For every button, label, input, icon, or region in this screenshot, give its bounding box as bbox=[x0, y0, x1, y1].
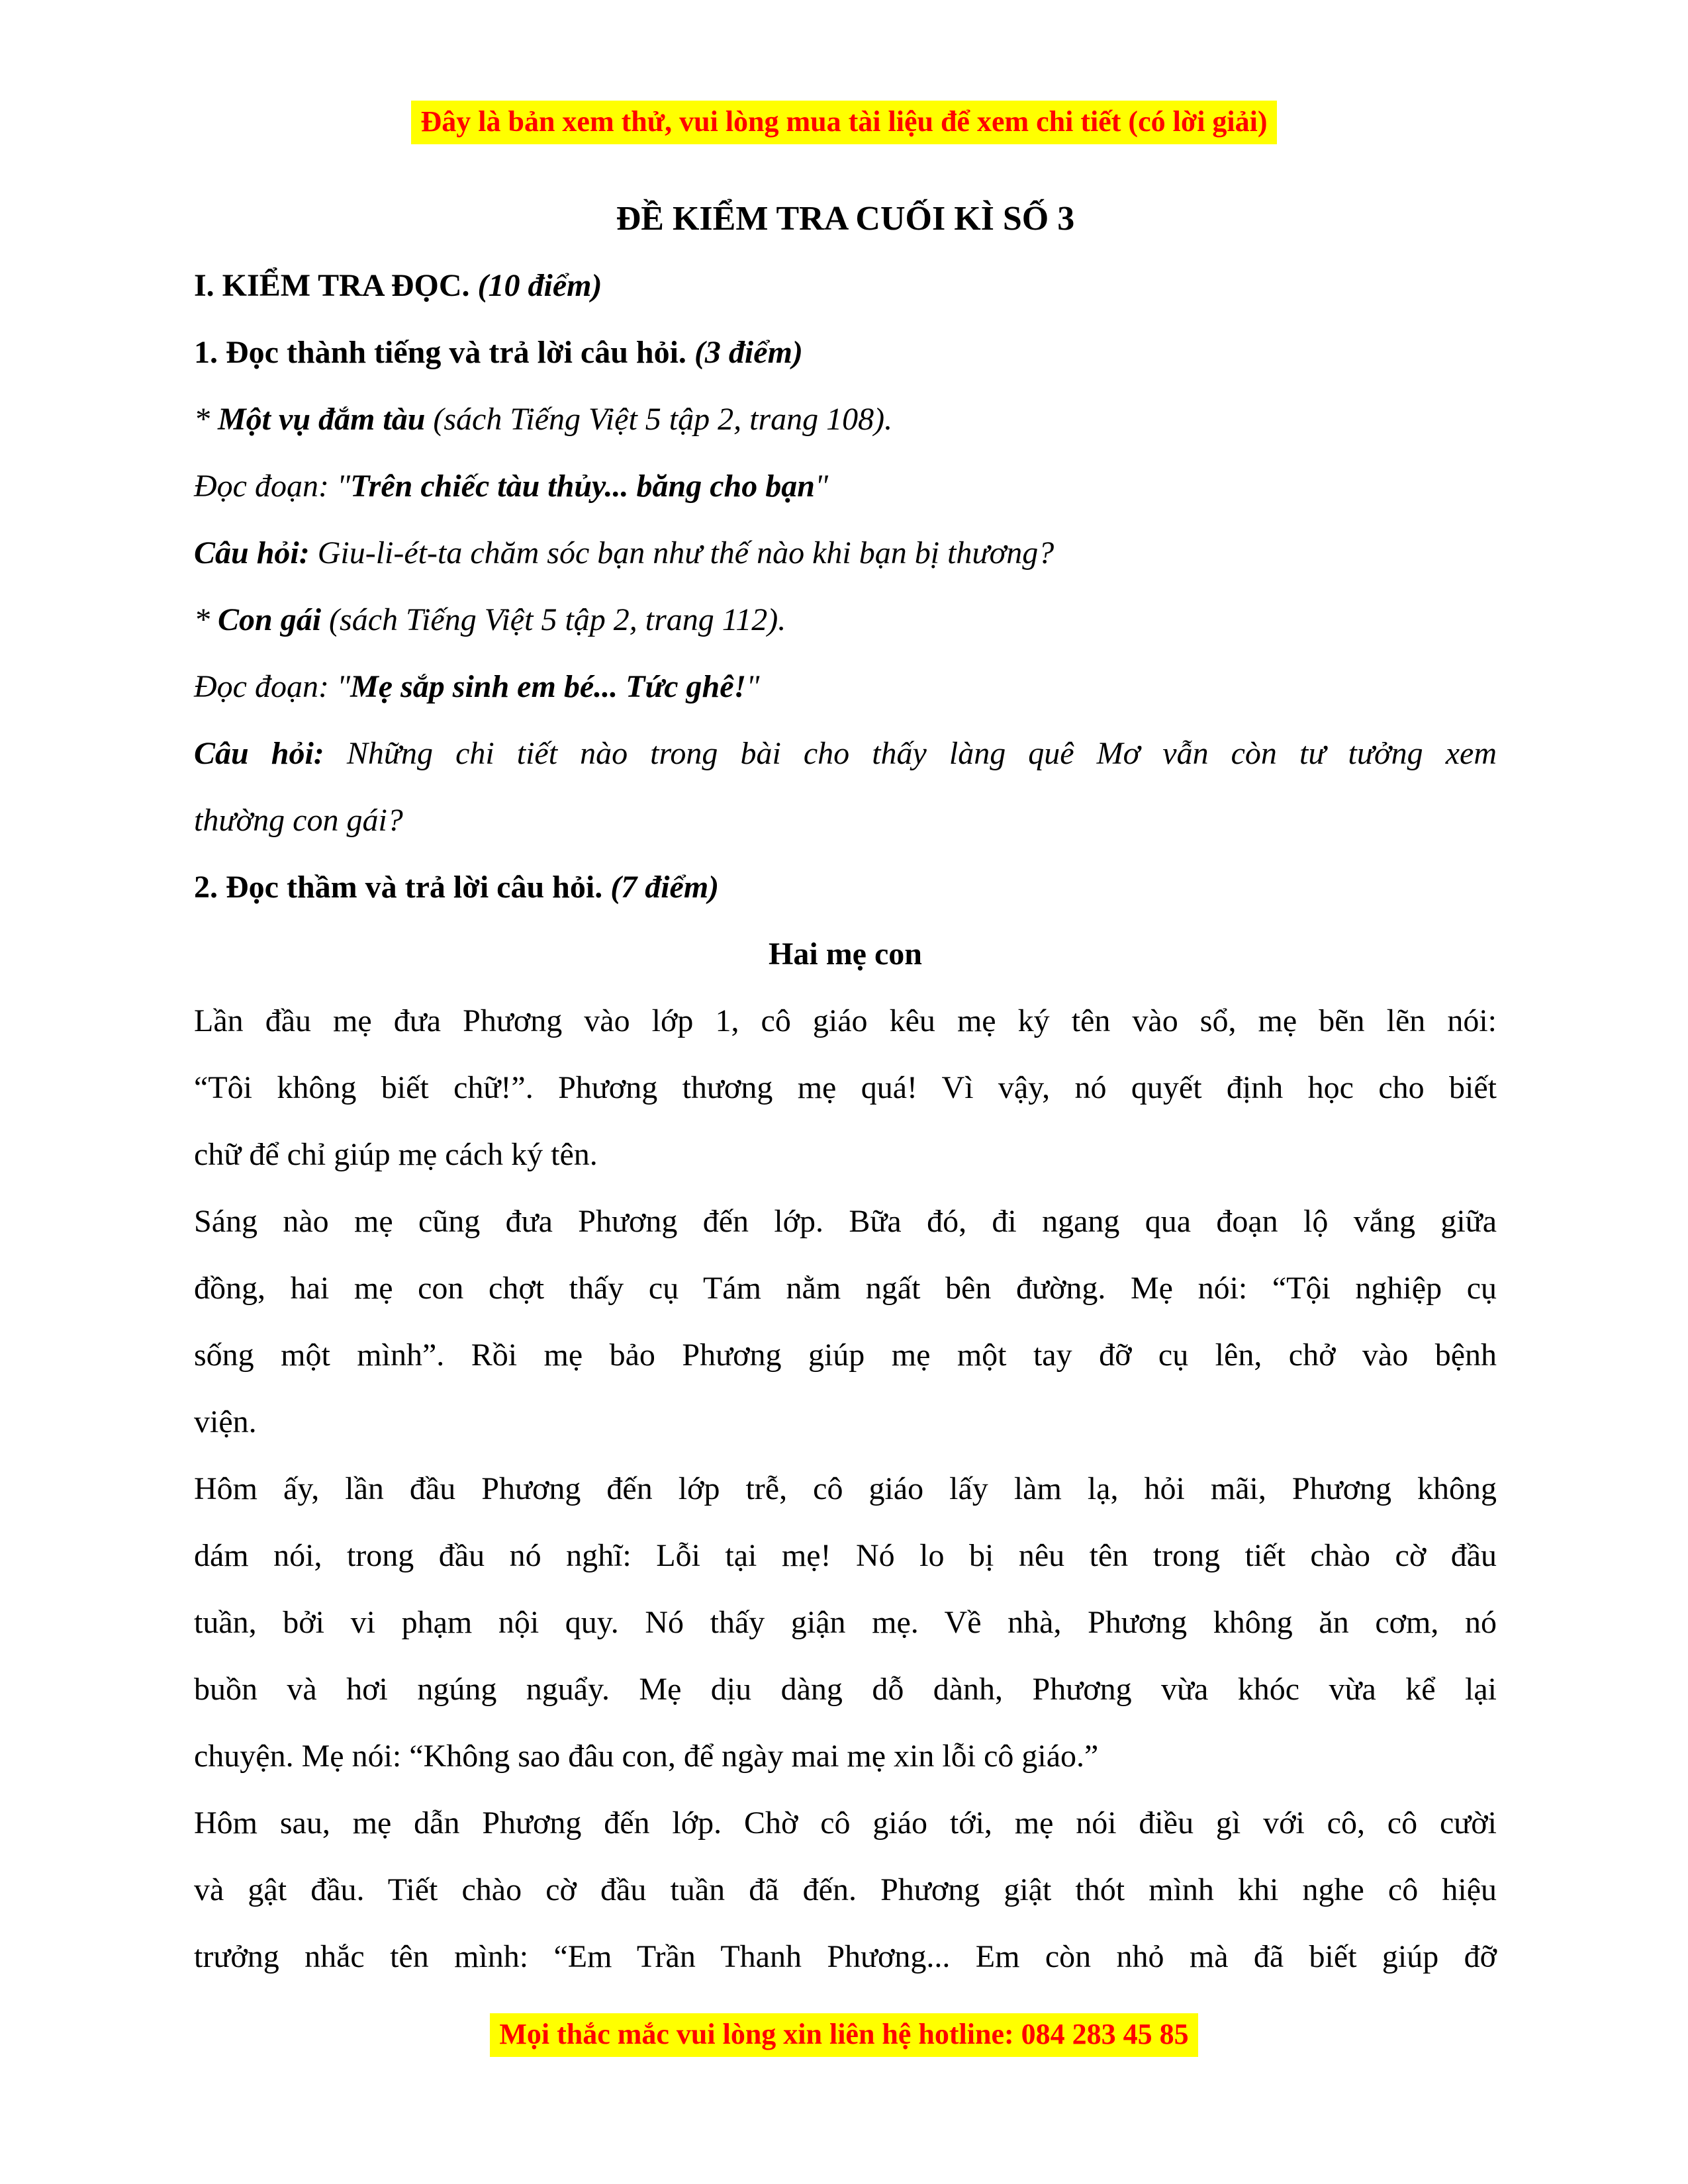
text-segment: * bbox=[194, 402, 218, 437]
task-2-heading bbox=[194, 854, 1497, 921]
body-line bbox=[194, 1723, 1497, 1790]
body-line bbox=[194, 1589, 1497, 1656]
text-segment: đồng, hai mẹ con chợt thấy cụ Tám nằm ngất bên đường. Mẹ nói: “Tội nghiệp cụ bbox=[194, 1271, 1497, 1306]
text-segment: * bbox=[194, 602, 218, 637]
text-segment: buồn và hơi ngúng nguẩy. Mẹ dịu dàng dỗ dành, Phương vừa khóc vừa kể lại bbox=[194, 1672, 1497, 1707]
body-line bbox=[194, 1656, 1497, 1723]
text-segment: 1. Đọc thành tiếng và trả lời câu hỏi. bbox=[194, 335, 694, 370]
text-segment: 2. Đọc thầm và trả lời câu hỏi. bbox=[194, 870, 611, 905]
text-segment: Hôm ấy, lần đầu Phương đến lớp trễ, cô giáo lấy làm lạ, hỏi mãi, Phương không bbox=[194, 1471, 1497, 1506]
text-segment: (sách Tiếng Việt 5 tập 2, trang 112). bbox=[329, 602, 786, 637]
text-segment: Con gái bbox=[218, 602, 330, 637]
text-segment: Sáng nào mẹ cũng đưa Phương đến lớp. Bữa đó, đi ngang qua đoạn lộ vắng giữa bbox=[194, 1204, 1497, 1239]
reading-1-title bbox=[194, 386, 1497, 453]
reading-2-question-cont bbox=[194, 787, 1497, 854]
reading-2-title bbox=[194, 586, 1497, 653]
body-line bbox=[194, 1054, 1497, 1121]
body-line bbox=[194, 1322, 1497, 1388]
text-segment: viện. bbox=[194, 1404, 257, 1439]
body-line bbox=[194, 1121, 1497, 1188]
text-segment: Lần đầu mẹ đưa Phương vào lớp 1, cô giáo kêu mẹ ký tên vào sổ, mẹ bẽn lẽn nói: bbox=[194, 1003, 1497, 1038]
text-segment: (7 điểm) bbox=[610, 870, 720, 905]
reading-2-passage bbox=[194, 653, 1497, 720]
body-line bbox=[194, 1388, 1497, 1455]
text-segment: sống một mình”. Rồi mẹ bảo Phương giúp mẹ một tay đỡ cụ lên, chở vào bệnh bbox=[194, 1338, 1497, 1373]
reading-1-passage bbox=[194, 453, 1497, 520]
text-segment: Câu hỏi: bbox=[194, 535, 318, 570]
body-line bbox=[194, 1522, 1497, 1589]
text-segment: ĐỀ KIỂM TRA CUỐI KÌ SỐ 3 bbox=[616, 200, 1075, 238]
body-line bbox=[194, 1455, 1497, 1522]
text-segment: Hôm sau, mẹ dẫn Phương đến lớp. Chờ cô giáo tới, mẹ nói điều gì với cô, cô cười bbox=[194, 1805, 1497, 1841]
text-segment: Một vụ đắm tàu bbox=[218, 402, 434, 437]
text-segment: Mẹ sắp sinh em bé... Tức ghê! bbox=[350, 669, 747, 704]
preview-notice-text: Đây là bản xem thử, vui lòng mua tài liệu để xem chi tiết (có lời giải) bbox=[411, 101, 1276, 144]
preview-notice-banner bbox=[0, 101, 1688, 144]
text-segment: Hai mẹ con bbox=[769, 936, 922, 972]
text-segment: (3 điểm) bbox=[694, 335, 803, 370]
text-segment: Đọc đoạn: " bbox=[194, 469, 351, 504]
text-segment: (sách Tiếng Việt 5 tập 2, trang 108). bbox=[433, 402, 893, 437]
text-segment: thường con gái? bbox=[194, 803, 403, 838]
text-segment: trưởng nhắc tên mình: “Em Trần Thanh Phương... Em còn nhỏ mà đã biết giúp đỡ bbox=[194, 1939, 1497, 1974]
text-segment: và gật đầu. Tiết chào cờ đầu tuần đã đến. Phương giật thót mình khi nghe cô hiệu bbox=[194, 1872, 1497, 1907]
text-segment: chữ để chỉ giúp mẹ cách ký tên. bbox=[194, 1137, 598, 1172]
text-segment: Những chi tiết nào trong bài cho thấy làng quê Mơ vẫn còn tư tưởng xem bbox=[346, 736, 1497, 771]
body-line bbox=[194, 1923, 1497, 1990]
document-title bbox=[194, 185, 1497, 252]
text-segment: dám nói, trong đầu nó nghĩ: Lỗi tại mẹ! Nó lo bị nêu tên trong tiết chào cờ đầu bbox=[194, 1538, 1497, 1573]
text-segment: Đọc đoạn: " bbox=[194, 669, 351, 704]
section-1-heading bbox=[194, 252, 1497, 319]
story-title bbox=[194, 921, 1497, 987]
text-segment: " bbox=[746, 669, 760, 704]
text-segment: Câu hỏi: bbox=[194, 736, 347, 771]
text-segment: chuyện. Mẹ nói: “Không sao đâu con, để ngày mai mẹ xin lỗi cô giáo.” bbox=[194, 1739, 1099, 1774]
text-segment: tuần, bởi vi phạm nội quy. Nó thấy giận mẹ. Về nhà, Phương không ăn cơm, nó bbox=[194, 1605, 1497, 1640]
body-line bbox=[194, 1188, 1497, 1255]
body-line bbox=[194, 1856, 1497, 1923]
hotline-notice-text: Mọi thắc mắc vui lòng xin liên hệ hotline: 084 283 45 85 bbox=[490, 2013, 1197, 2057]
task-1-heading bbox=[194, 319, 1497, 386]
text-segment: Trên chiếc tàu thủy... băng cho bạn bbox=[350, 469, 815, 504]
reading-2-question bbox=[194, 720, 1497, 787]
hotline-notice-banner bbox=[0, 2013, 1688, 2057]
reading-1-question bbox=[194, 520, 1497, 586]
text-segment: (10 điểm) bbox=[477, 268, 602, 303]
body-line bbox=[194, 987, 1497, 1054]
text-segment: I. KIỂM TRA ĐỌC. bbox=[194, 268, 478, 303]
document-body bbox=[194, 185, 1497, 1990]
text-segment: " bbox=[814, 469, 829, 504]
text-segment: Giu-li-ét-ta chăm sóc bạn như thế nào khi bạn bị thương? bbox=[317, 535, 1055, 570]
text-segment: “Tôi không biết chữ!”. Phương thương mẹ quá! Vì vậy, nó quyết định học cho biết bbox=[194, 1070, 1497, 1105]
body-line bbox=[194, 1790, 1497, 1856]
body-line bbox=[194, 1255, 1497, 1322]
